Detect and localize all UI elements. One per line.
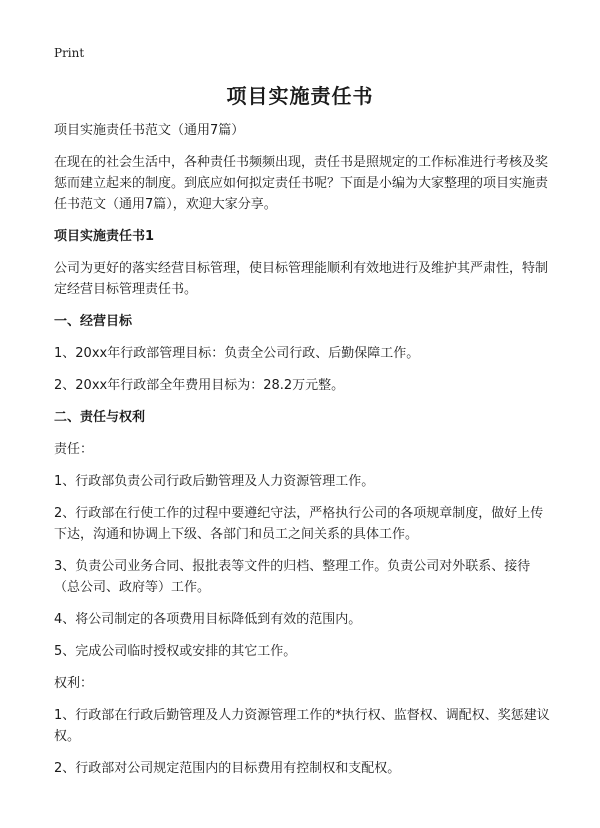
- section1-heading: 项目实施责任书1: [54, 229, 155, 244]
- goals-heading: 一、经营目标: [54, 314, 133, 329]
- goal-item-1: 1、20xx年行政部管理目标：负责全公司行政、后勤保障工作。: [54, 346, 420, 361]
- section1-intro-paragraph: 公司为更好的落实经营目标管理，使目标管理能顺利有效地进行及维护其严肃性，特制定经营目标管理责任书。: [54, 261, 549, 297]
- document-body: [54, 120, 550, 790]
- goal-item-2: 2、20xx年行政部全年费用目标为：28.2万元整。: [54, 378, 345, 393]
- right-item-2: 2、行政部对公司规定范围内的目标费用有控制权和支配权。: [54, 761, 401, 776]
- print-link[interactable]: Print: [54, 46, 85, 60]
- duty-item-3: 3、负责公司业务合同、报批表等文件的归档、整理工作。负责公司对外联系、接待（总公司、政府等）工作。: [54, 559, 531, 595]
- right-item-1: 1、行政部在行政后勤管理及人力资源管理工作的*执行权、监督权、调配权、奖惩建议权。: [54, 708, 550, 744]
- duties-heading: 二、责任与权利: [54, 410, 146, 425]
- rights-label: 权利：: [54, 676, 94, 691]
- intro-paragraph: 在现在的社会生活中，各种责任书频频出现，责任书是照规定的工作标准进行考核及奖惩而建立起来的制度。到底应如何拟定责任书呢？下面是小编为大家整理的项目实施责任书范文（通用7篇），欢迎大家分享。: [54, 155, 549, 212]
- document-subtitle: 项目实施责任书范文（通用7篇）: [54, 123, 245, 138]
- duties-label: 责任：: [54, 442, 94, 457]
- duty-item-4: 4、将公司制定的各项费用目标降低到有效的范围内。: [54, 612, 362, 627]
- duty-item-1: 1、行政部负责公司行政后勤管理及人力资源管理工作。: [54, 474, 375, 489]
- duty-item-5: 5、完成公司临时授权或安排的其它工作。: [54, 644, 297, 659]
- document-title: 项目实施责任书: [226, 84, 374, 108]
- duty-item-2: 2、行政部在行使工作的过程中要遵纪守法，严格执行公司的各项规章制度，做好上传下达，沟通和协调上下级、各部门和员工之间关系的具体工作。: [54, 506, 544, 542]
